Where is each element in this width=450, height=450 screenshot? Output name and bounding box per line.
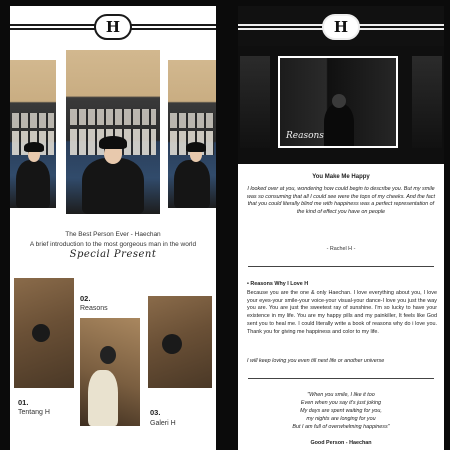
intro-subtitle: A brief introduction to the most gorgeous man in the world [29,241,197,248]
poem-line: "When you smile, I like it too [307,392,375,398]
photo-center[interactable] [66,50,160,214]
reasons-heading: • Reasons Why I Love H [247,281,309,287]
left-phone-panel [10,6,216,450]
person-head [332,94,346,108]
menu-photo-tentang[interactable] [14,278,74,388]
hero-side-image [412,56,442,148]
person-figure [82,158,144,214]
person-figure [174,160,210,208]
wall-frames [70,109,157,125]
reasons-body: Because you are the one & only Haechan. I love everything about you, I love your eyes-your smile-your voice-your visual-your dance-I love you just the way you are. You are just the sweetest ray of sunshine. I'm so lucky to have your existence in my life. You are my happy pills and my painkiller, It feels like God sent you to heal me. I could literally write a book of reasons why do i love you. Thank you for giving me happiness and color to my life. [247,290,437,335]
section-title: You Make Me Happy [312,174,370,180]
person-hat [186,142,206,152]
right-phone-panel [238,6,444,450]
poem-line: But I am full of overwhelming happiness" [292,424,390,430]
menu-photo-reasons[interactable] [80,318,140,426]
menu-photo-galeri[interactable] [148,296,212,388]
camera-icon [32,324,50,342]
camera-icon [162,334,182,354]
person-hat [24,142,44,152]
menu-item-galeri[interactable]: Galeri H [150,420,176,427]
menu-number: 02. [80,294,91,303]
hero-caption: Reasons [286,131,324,141]
person-figure [324,104,354,148]
header-band [238,6,444,46]
poem-line: My days are spent waiting for you, [300,408,382,414]
person-figure [88,370,118,426]
wall-frames [12,113,54,128]
person-hat [99,136,127,149]
quote-author: - Rachel H - [326,246,356,252]
menu-number: 01. [18,398,29,407]
h-logo[interactable]: H [322,14,360,40]
divider [248,266,434,267]
photo-right-partial[interactable] [168,60,216,208]
photo-left-partial[interactable] [10,60,56,208]
h-logo[interactable]: H [94,14,132,40]
song-title: Good Person - Haechan [310,440,372,446]
special-present-script: Special Present [69,249,157,260]
wall-frames [170,113,214,128]
menu-item-tentang[interactable]: Tentang H [18,409,50,416]
menu-number: 03. [150,408,161,417]
person-head [100,346,116,364]
hero-banner [238,46,444,164]
poem-line: my nights are longing for you [306,416,376,422]
quote-text: I looked over at you, wondering how could begin to describe you. But my smile was so consuming that all I could see were the tops of my cheeks. And the fact that you could literally blind me with happiness was a perfect representation of the kind of effect you have on people [247,186,435,216]
hero-side-image [240,56,270,148]
divider [248,378,434,379]
person-figure [16,160,50,208]
intro-title: The Best Person Ever - Haechan [65,231,161,238]
menu-item-reasons[interactable]: Reasons [80,305,108,312]
poem-line: Even when you say it's just joking [300,400,382,406]
reasons-closing: I will keep loving you even till next life or another universe [247,358,385,364]
header-band [10,6,216,46]
